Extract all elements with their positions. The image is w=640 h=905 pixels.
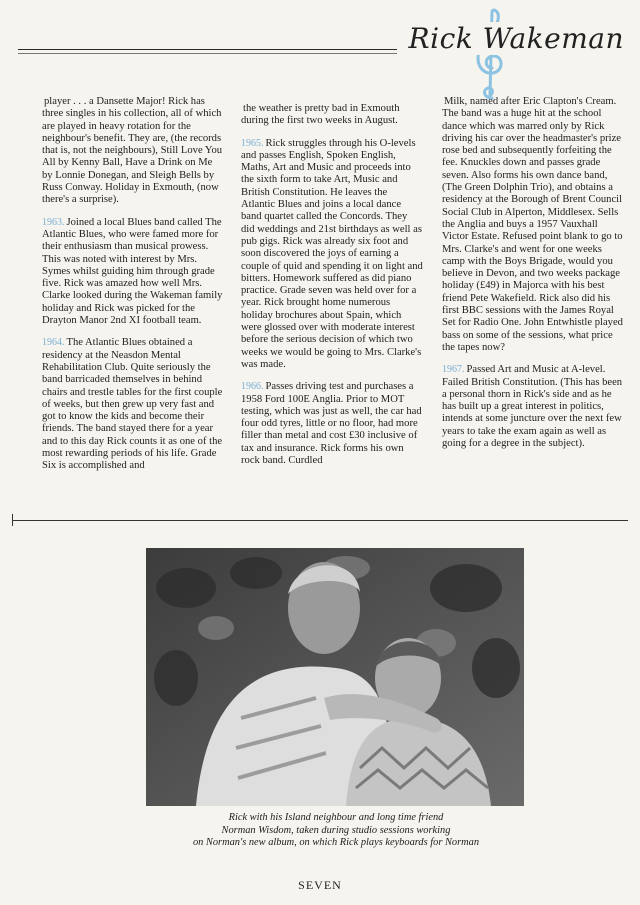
text-column-1 — [42, 96, 224, 483]
photo-rick-and-norman — [146, 548, 524, 806]
section-divider — [12, 520, 628, 521]
text-column-3 — [442, 96, 626, 460]
caption-line: Norman Wisdom, taken during studio sessions working — [221, 824, 451, 836]
year-label: 1965. — [241, 137, 264, 149]
year-label: 1964. — [42, 337, 65, 349]
paragraph-text: Joined a local Blues band called The Atlantic Blues, who were famed more for their enthusiasm than musical prowess. This was noted with interest by Mrs. Symes whilst guiding him through grade five. Rick was amazed how well Mrs. Clarke looked during the Wakeman family holiday and Rick was picked for the Drayton Manor 2nd XI football team. — [42, 216, 223, 327]
paragraph-text: Milk, named after Eric Clapton's Cream. The band was a huge hit at the school dance which was marred only by Rick driving his car over the headmaster's prize rose bed and subsequently forfeiting the fee. Knuckles down and passes grade seven. Also forms his own dance band, (The Green Dolphin Trio), and obtains a residency at the Borough of Brent Council Social Club in Alperton, Middlesex. Sells the Anglia and buys a 1957 Vauxhall Victor Estate. Refused point blank to go to Mrs. Clarke's and went for one weeks camp with the Boys Brigade, would you believe in Devon, and two weeks package holiday (£49) in Majorca with his best friend Pete Wakefield. Rick also did his first BBC sessions with the James Royal Set for Radio One. John Entwhistle played bass on some of the sessions, what price the tapes now? — [442, 96, 623, 353]
photo-caption — [140, 812, 532, 850]
paragraph — [241, 103, 423, 128]
paragraph — [42, 96, 224, 207]
paragraph — [42, 337, 224, 472]
paragraph — [442, 96, 626, 354]
paragraph-text: Rick struggles through his O-levels and passes English, Spoken English, Maths, Art and Music and proceeds into the sixth form to take Art, Music and British Constitution. He leaves the Atlantic Blues and joins a local dance band quartet called the Concords. They did weddings and 21st birthdays as well as pub gigs. Rick was already six foot and soon discovered the joys of earning a couple of quid and spending it on light and bitters. Homework suffered as did piano practice. Grade seven was held over for a year. Rick brought home numerous holiday brochures about Spain, which were glossed over with moderate interest before the serious decision of which two weeks we would be going to Mrs. Clarke's was made. — [241, 137, 423, 370]
page-number: SEVEN — [298, 878, 342, 892]
paragraph-text: Passes driving test and purchases a 1958 Ford 100E Anglia. Prior to MOT testing, which was just as well, the car had four odd tyres, little or no floor, had more filler than metal and cost £30 inclusive of tax and insurance. Rick forms his own rock band. Curdled — [241, 381, 422, 467]
year-label: 1967. — [442, 364, 465, 376]
header-title: Rick Wakeman — [397, 22, 628, 55]
paragraph-text: the weather is pretty bad in Exmouth during the first two weeks in August. — [241, 103, 400, 127]
paragraph — [442, 364, 626, 450]
caption-line: on Norman's new album, on which Rick plays keyboards for Norman — [192, 837, 480, 848]
paragraph-text: The Atlantic Blues obtained a residency at the Neasdon Mental Rehabilitation Club. Quite seriously the band barricaded themselves in behind chairs and trestle tables for the first couple of weeks, but then grew up very fast and got to know the kids and become their friends. The band stayed there for a year and to this day Rick counts it as one of the most rewarding periods of his life. Grade Six is accomplished and — [42, 337, 223, 472]
paragraph — [241, 381, 423, 467]
caption-line: Rick with his Island neighbour and long time friend — [228, 812, 444, 823]
paragraph — [241, 138, 423, 372]
paragraph-text: player . . . a Dansette Major! Rick has three singles in his collection, all of which are played in heavy rotation for the neighbour's benefit. They are, (the records that is, not the neighbours), Still Love You All by Kenny Ball, Have a Drink on Me by Lonnie Donegan, and Sleigh Bells by Russ Conway. Holiday in Exmouth, (now there's a surprise). — [42, 96, 223, 206]
text-column-2 — [241, 103, 423, 477]
year-label: 1963. — [42, 216, 65, 228]
paragraph-text: Passed Art and Music at A-level. Failed British Constitution. (This has been a personal thorn in Rick's side and as he has built up a great interest in politics, intends at some juncture over the next few years to take the exam again as well as going for a degree in the subject). — [442, 364, 623, 450]
paragraph — [42, 217, 224, 328]
year-label: 1966. — [241, 381, 264, 393]
